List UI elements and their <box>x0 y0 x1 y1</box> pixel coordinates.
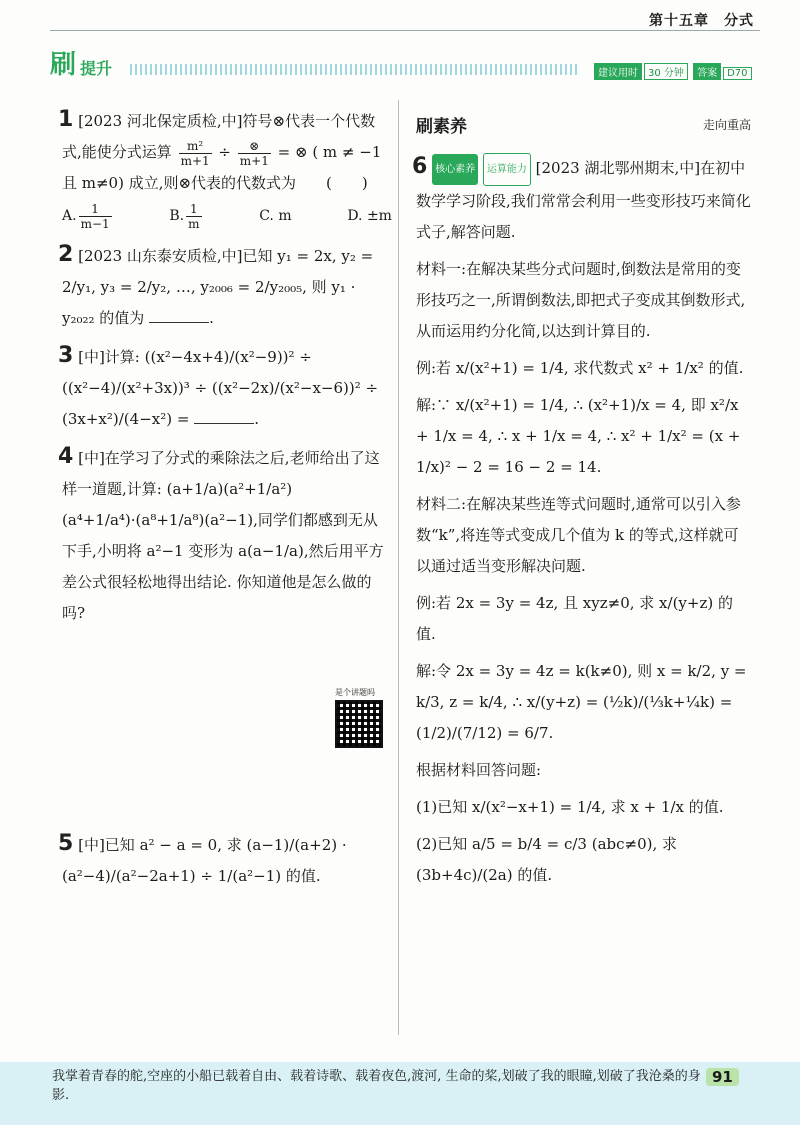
options <box>62 199 392 233</box>
question-number: 6 <box>412 154 428 179</box>
question-number: 2 <box>58 242 74 267</box>
question-5-wrap <box>58 828 392 898</box>
question-number: 3 <box>58 343 74 368</box>
material-1: 材料一:在解决某些分式问题时,倒数法是常用的变形技巧之一,所谓倒数法,即把式子变成其倒数形式,从而运用约分化简,以达到计算目的. <box>416 259 746 340</box>
question-2: 2 [2023 山东泰安质检,中]已知 y₁ = 2x, y₂ = 2/y₁, y₃ = 2/y₂, …, y₂₀₀₆ = 2/y₂₀₀₅, 则 y₁ · y₂₀₂₂ 的值为 . <box>58 242 374 327</box>
question-text: = ⊗ ( m ≠ −1 且 m≠0) 成立,则⊗代表的代数式为 ( ) <box>62 143 382 192</box>
answer-blank[interactable] <box>194 423 254 424</box>
option-a: A. $\frac{1}{m-1}$ <box>62 201 110 231</box>
question-5 <box>58 828 392 892</box>
example-1: 例:若 x/(x²+1) = 1/4, 求代数式 x² + 1/x² 的值. <box>416 358 744 377</box>
question-text: [中]在学习了分式的乘除法之后,老师给出了这样一道题,计算: (a+1/a)(a²+1/a²)(a⁴+1/a⁴)·(a⁸+1/a⁸)(a²−1),同学们都感到无从下手,小明将 a²−1 变形为 a(a−1/a),然后用平方差公式很轻松地得出结论. 你知道他是怎么做的吗? <box>62 449 384 622</box>
solution-2: 解:令 2x = 3y = 4z = k(k≠0), 则 x = k/2, y = k/3, z = k/4, ∴ x/(y+z) = (½k)/(⅓k+¼k) = (1/2)/(7/12) = 6/7. <box>416 661 747 742</box>
question-number: 5 <box>58 831 74 856</box>
logo-main: 刷 <box>50 50 77 80</box>
solution-1: 解:∵ x/(x²+1) = 1/4, ∴ (x²+1)/x = 4, 即 x²/x + 1/x = 4, ∴ x + 1/x = 4, ∴ x² + 1/x² = (x + 1/x)² − 2 = 16 − 2 = 14. <box>416 395 741 476</box>
footer-quote: 我掌着青春的舵,空座的小船已载着自由、载着诗歌、载着夜色,渡河, 生命的桨,划破了我的眼瞳,划破了我沧桑的身影. <box>52 1069 701 1103</box>
question-4 <box>58 441 392 629</box>
qr-label: 是个讲题吗 <box>335 688 375 697</box>
material-2: 材料二:在解决某些连等式问题时,通常可以引入参数“k”,将连等式变成几个值为 k 的等式,这样就可以通过适当变形解决问题. <box>416 494 741 575</box>
question-number: 1 <box>58 107 74 132</box>
question-6 <box>412 151 751 248</box>
option-b: B. $\frac{1}{m}$ <box>169 201 200 231</box>
answer-blank[interactable] <box>149 322 209 323</box>
question-intro: [2023 湖北鄂州期末,中]在初中数学学习阶段,我们常常会利用一些变形技巧来简化式子,解答问题. <box>416 159 751 241</box>
answer-page: D70 <box>723 67 751 80</box>
logo-sub: 提升 <box>80 59 113 78</box>
answer-label: 答案 <box>693 63 721 80</box>
badge-core: 核心素养 <box>432 154 478 185</box>
question-text: [2023 山东泰安质检,中]已知 y₁ = 2x, y₂ = 2/y₁, y₃ = 2/y₂, …, y₂₀₀₆ = 2/y₂₀₀₅, 则 y₁ · y₂₀₂₂ 的值为 <box>62 247 374 327</box>
part-1: (1)已知 x/(x²−x+1) = 1/4, 求 x + 1/x 的值. <box>416 797 724 816</box>
prompt: 根据材料回答问题: <box>416 760 542 779</box>
section-subtitle: 走向重高 <box>702 118 751 132</box>
section-header <box>416 112 751 137</box>
right-column <box>412 112 751 897</box>
header-rule <box>50 30 760 31</box>
operator: ÷ <box>218 143 231 161</box>
question-text: [中]已知 a² − a = 0, 求 (a−1)/(a+2) · (a²−4)/(a²−2a+1) ÷ 1/(a²−1) 的值. <box>62 836 347 885</box>
question-1 <box>58 104 392 233</box>
example-2: 例:若 2x = 3y = 4z, 且 xyz≠0, 求 x/(y+z) 的值. <box>416 593 733 643</box>
qr-code-icon <box>335 700 383 748</box>
column-divider <box>398 100 399 1035</box>
question-3: 3 [中]计算: ((x²−4x+4)/(x²−9))² ÷ ((x²−4)/(x²+3x))³ ÷ ((x²−2x)/(x²−x−6))² ÷ (3x+x²)/(4−x²) = . <box>58 343 379 428</box>
page-number: 91 <box>706 1068 739 1086</box>
decorative-stripes <box>130 64 580 75</box>
qr-code[interactable] <box>335 688 385 750</box>
option-c: C. m <box>259 208 292 224</box>
time-label: 建议用时 <box>594 63 642 80</box>
question-text: [2023 河北保定质检,中]符号⊗代表一个代数式,能使分式运算 <box>62 112 376 161</box>
time-value: 30 分钟 <box>644 63 688 80</box>
fraction: $\frac{\text{m²}}{m+1}$ <box>180 138 210 168</box>
option-d: D. ±m <box>347 208 392 224</box>
badge-skill: 运算能力 <box>483 153 531 186</box>
left-column <box>58 104 392 635</box>
chapter-title: 第十五章 分式 <box>649 13 754 29</box>
fraction: $\frac{\otimes}{m+1}$ <box>239 138 269 168</box>
part-2: (2)已知 a/5 = b/4 = c/3 (abc≠0), 求 (3b+4c)/(2a) 的值. <box>416 834 678 884</box>
time-info <box>592 63 752 80</box>
question-text: [中]计算: ((x²−4x+4)/(x²−9))² ÷ ((x²−4)/(x²+3x))³ ÷ ((x²−2x)/(x²−x−6))² ÷ (3x+x²)/(4−x²) = <box>62 348 379 428</box>
section-title: 刷素养 <box>416 117 467 137</box>
question-number: 4 <box>58 444 74 469</box>
